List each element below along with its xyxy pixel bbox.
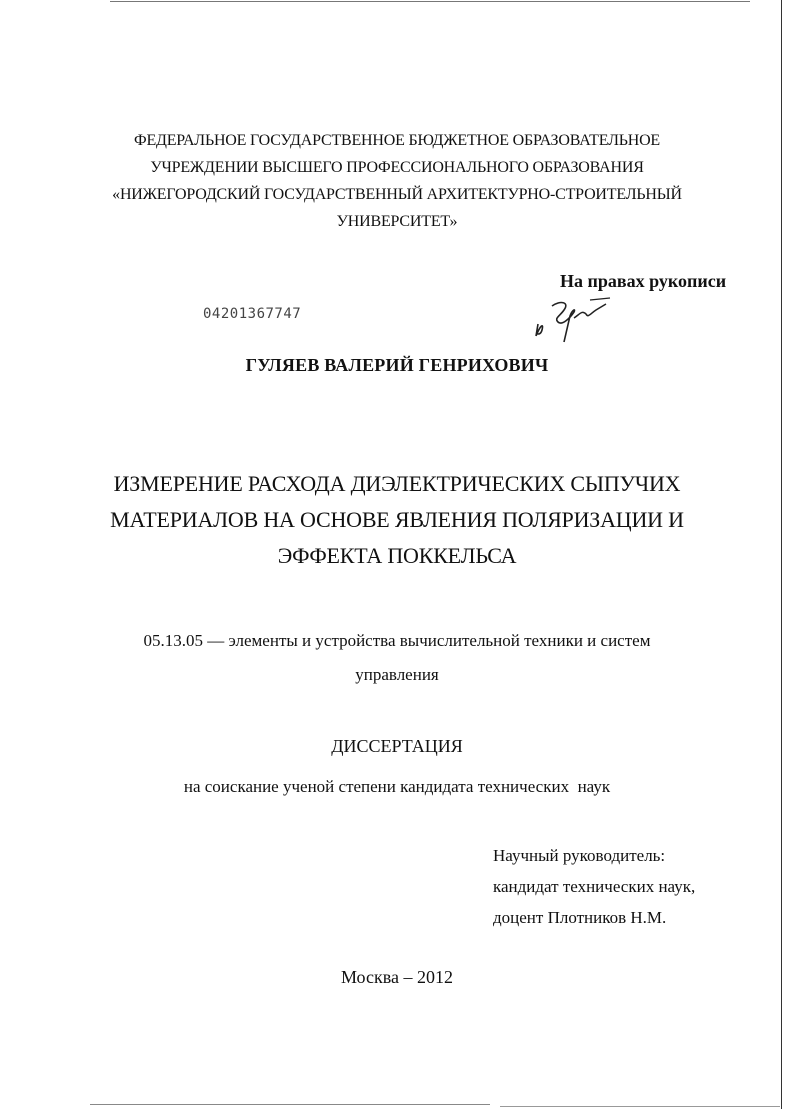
title-line-2: МАТЕРИАЛОВ НА ОСНОВЕ ЯВЛЕНИЯ ПОЛЯРИЗАЦИИ И [110, 507, 684, 532]
supervisor-block [493, 840, 695, 933]
dissertation-title [0, 466, 794, 574]
scan-edge-bottom [90, 1104, 490, 1105]
scan-edge-top [110, 1, 750, 2]
supervisor-line-3: доцент Плотников Н.М. [493, 908, 667, 927]
specialty-code [0, 624, 794, 692]
author-name: ГУЛЯЕВ ВАЛЕРИЙ ГЕНРИХОВИЧ [245, 355, 549, 375]
organization-line-3: «НИЖЕГОРОДСКИЙ ГОСУДАРСТВЕННЫЙ АРХИТЕКТУРНО-СТРОИТЕЛЬНЫЙ [112, 186, 682, 203]
organization-header [0, 127, 794, 235]
degree-statement: на соискание ученой степени кандидата технических наук [183, 777, 611, 796]
inventory-number: 04201367747 [203, 306, 302, 322]
supervisor-line-2: кандидат технических наук, [493, 877, 696, 896]
organization-line-1: ФЕДЕРАЛЬНОЕ ГОСУДАРСТВЕННОЕ БЮДЖЕТНОЕ ОБРАЗОВАТЕЛЬНОЕ [134, 132, 660, 149]
title-line-1: ИЗМЕРЕНИЕ РАСХОДА ДИЭЛЕКТРИЧЕСКИХ СЫПУЧИХ [113, 471, 681, 496]
organization-line-2: УЧРЕЖДЕНИИ ВЫСШЕГО ПРОФЕССИОНАЛЬНОГО ОБРАЗОВАНИЯ [150, 159, 644, 176]
city-year: Москва – 2012 [341, 967, 453, 987]
organization-line-4: УНИВЕРСИТЕТ» [336, 213, 458, 230]
signature-icon [530, 296, 620, 346]
title-line-3: ЭФФЕКТА ПОККЕЛЬСА [277, 543, 517, 568]
specialty-line-2: управления [355, 665, 439, 684]
document-type: ДИССЕРТАЦИЯ [331, 736, 463, 756]
specialty-line-1: 05.13.05 — элементы и устройства вычислительной техники и систем [143, 631, 651, 650]
rights-note: На правах рукописи [560, 271, 727, 291]
scan-edge-bottom-right [500, 1106, 780, 1107]
supervisor-line-1: Научный руководитель: [493, 846, 666, 865]
